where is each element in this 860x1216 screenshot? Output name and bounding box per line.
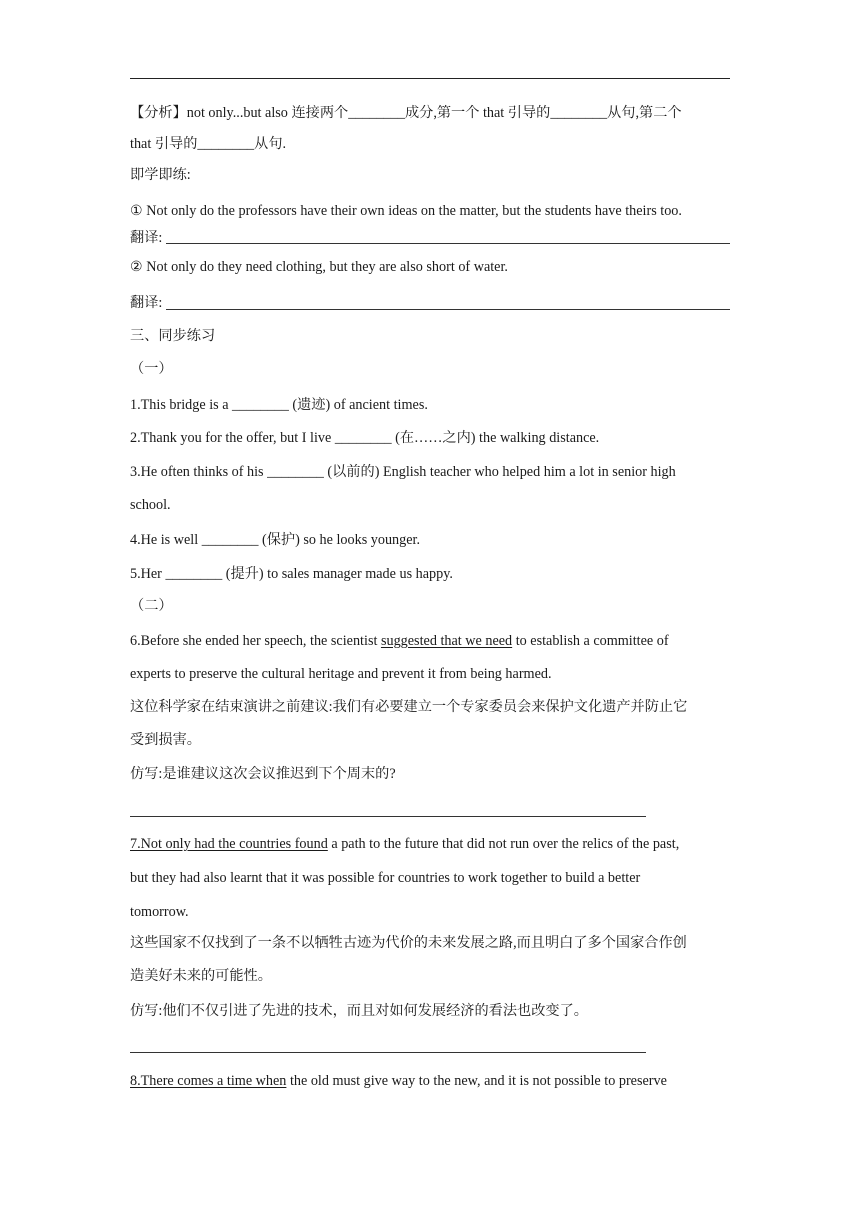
translate-1 bbox=[130, 229, 730, 247]
question-6-line-2: experts to preserve the cultural heritage and prevent it from being harmed. bbox=[130, 666, 552, 682]
question-7-suffix: a path to the future that did not run over the relics of the past, bbox=[327, 836, 680, 852]
question-6-underlined: suggested that we need bbox=[380, 633, 513, 649]
question-7-line-2: but they had also learnt that it was possible for countries to work together to build a better bbox=[130, 870, 641, 886]
question-6-suffix: to establish a committee of bbox=[512, 633, 669, 649]
question-6-imitation: 仿写:是谁建议这次会议推迟到下个周末的? bbox=[130, 766, 396, 782]
question-4: 4.He is well ________ (保护) so he looks younger. bbox=[130, 532, 421, 548]
question-3-line-1: 3.He often thinks of his ________ (以前的) English teacher who helped him a lot in senior high bbox=[130, 464, 676, 480]
question-6-answer-line[interactable] bbox=[130, 816, 646, 817]
question-7-line-1 bbox=[130, 835, 730, 853]
analysis-line-1: 【分析】not only...but also 连接两个________成分,第一个 that 引导的________从句,第二个 bbox=[130, 105, 682, 121]
question-8-line-1 bbox=[130, 1072, 730, 1090]
header-rule bbox=[130, 78, 730, 79]
question-6-chinese-1: 这位科学家在结束演讲之前建议:我们有必要建立一个专家委员会来保护文化遗产并防止它 bbox=[130, 699, 688, 715]
question-3-line-2: school. bbox=[130, 497, 171, 513]
question-7-line-3: tomorrow. bbox=[130, 904, 189, 920]
question-7-answer-line[interactable] bbox=[130, 1052, 646, 1053]
question-7-underlined: 7.Not only had the countries found bbox=[130, 836, 328, 852]
question-1: 1.This bridge is a ________ (遗迹) of ancient times. bbox=[130, 397, 428, 413]
translate-1-answer-line[interactable] bbox=[166, 243, 730, 244]
question-7-chinese-1: 这些国家不仅找到了一条不以牺牲古迹为代价的未来发展之路,而且明白了多个国家合作创 bbox=[130, 935, 687, 951]
practice-item-2: ② Not only do they need clothing, but they are also short of water. bbox=[130, 259, 508, 275]
question-8-suffix: the old must give way to the new, and it is not possible to preserve bbox=[286, 1073, 667, 1089]
question-2: 2.Thank you for the offer, but I live ________ (在……之内) the walking distance. bbox=[130, 430, 600, 446]
question-6-chinese-2: 受到损害。 bbox=[130, 732, 201, 748]
question-7-imitation: 仿写:他们不仅引进了先进的技术，而且对如何发展经济的看法也改变了。 bbox=[130, 1003, 588, 1019]
practice-item-1: ① Not only do the professors have their own ideas on the matter, but the students have theirs too. bbox=[130, 203, 682, 219]
question-7-chinese-2: 造美好未来的可能性。 bbox=[130, 968, 272, 984]
part-2-heading: （二） bbox=[130, 598, 173, 614]
translate-1-label: 翻译: bbox=[130, 230, 163, 246]
question-8-underlined: 8.There comes a time when bbox=[130, 1073, 287, 1089]
part-1-heading: （一） bbox=[130, 361, 173, 377]
section-3-heading: 三、同步练习 bbox=[130, 328, 216, 344]
question-6-line-1 bbox=[130, 632, 730, 650]
question-5: 5.Her ________ (提升) to sales manager made us happy. bbox=[130, 566, 453, 582]
translate-2-label: 翻译: bbox=[130, 295, 163, 311]
practice-heading: 即学即练: bbox=[130, 167, 191, 183]
analysis-line-2: that 引导的________从句. bbox=[130, 136, 287, 152]
translate-2-answer-line[interactable] bbox=[166, 309, 730, 310]
question-6-prefix: 6.Before she ended her speech, the scientist bbox=[130, 633, 381, 649]
